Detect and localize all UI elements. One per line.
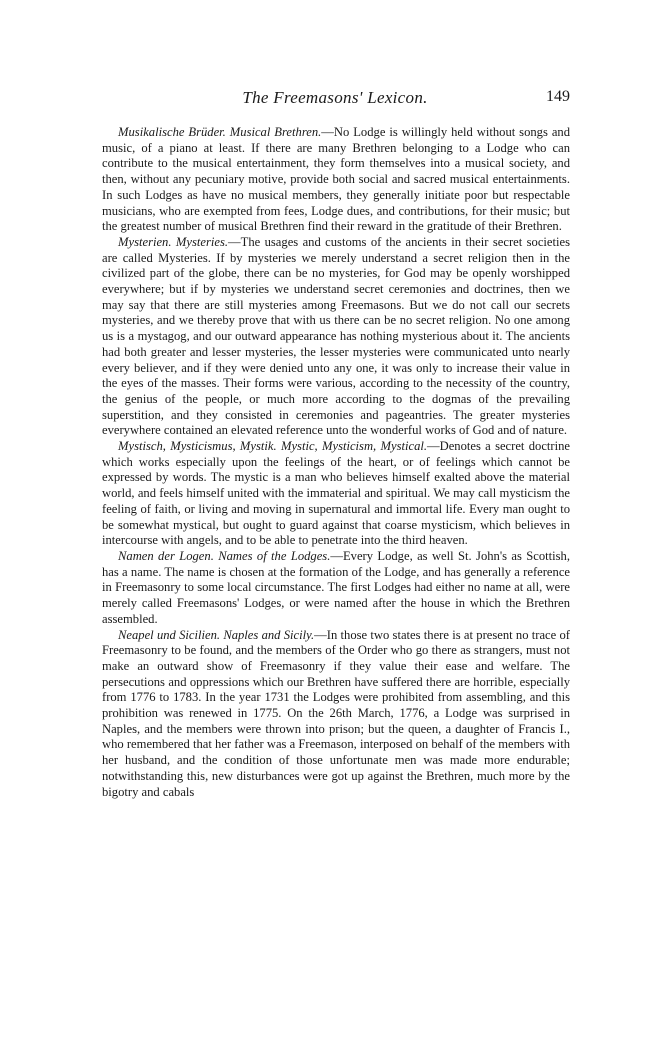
entry-translation: Naples and Sicily. [223, 627, 315, 642]
entry-translation: Mystic, Mysticism, Mystical. [280, 439, 428, 454]
entry-term: Mystisch, Mysticismus, Mystik. [118, 439, 277, 454]
entry-text: —Denotes a secret doctrine which works especially upon the feelings of the heart, or of feelings which cannot be expressed by words. The mystic is a man who believes himself exalted above the material world, and feels himself united with the immaterial and spiritual. We may call mysticism the feeling of faith, or living and moving in supernatural and immortal life. Every man ought to be somewhat mystical, but ought to guard against that coarse mysticism, which believes in intercourse with angels, and to be able to penetrate into the third heaven. [102, 439, 570, 548]
entry-text: —Every Lodge, as well St. John's as Scottish, has a name. The name is chosen at the formation of the Lodge, and has generally a reference in Freemasonry to some local circumstance. The first Lodges had either no name at all, were merely called Freemasons' Lodges, or were named after the house in which the Brethren assembled. [102, 548, 570, 626]
body-text [102, 125, 570, 800]
entry-translation: Mysteries. [175, 234, 229, 249]
entry-text: —The usages and customs of the ancients in their secret societies are called Mysteries. If by mysteries we merely understand a secret religion then in the civilized part of the globe, there can be no mysteries, for God may be openly worshipped everywhere; but if by mysteries we understand secret ceremonies and doctrines, then we may say that there are still mysteries among Freemasons. But we do not call our secrets mysteries, and we thereby prove that with us there can be no secret religion. No one among us is a mystagog, and our outward appearance has nothing mysterious about it. The ancients had both greater and lesser mysteries, the lesser mysteries were communicated unto nearly every believer, and if they were denied unto any one, it was only to increase their value in the eyes of the masses. Their forms were various, according to the necessity of the country, the genius of the people, or much more according to the dogmas of the prevailing superstition, and they consisted in ceremonies and pageantries. The greater mysteries everywhere contained an elevated reference unto the wonderful works of God and of nature. [102, 234, 570, 438]
running-title: The Freemasons' Lexicon. [242, 88, 428, 107]
entry-term: Mysterien. [118, 234, 172, 249]
entry-term: Namen der Logen. [118, 548, 214, 563]
lexicon-entry-mysteries [102, 235, 570, 439]
entry-text: —In those two states there is at present no trace of Freemasonry to be found, and the members of the Order who go there as strangers, must not make an outward show of Freemasonry if they value their ease and welfare. The persecutions and oppressions which our Brethren have suffered there are horrible, especially from 1776 to 1783. In the year 1731 the Lodges were prohibited from assembling, and this prohibition was renewed in 1775. On the 26th March, 1776, a Lodge was surprised in Naples, and the members were thrown into prison; but the queen, a daughter of Francis I., who remembered that her father was a Freemason, interposed on behalf of the members with her husband, and the condition of those unfortunate men was made more endurable; notwithstanding this, new disturbances were got up against the Brethren, much more by the bigotry and cabals [102, 627, 571, 799]
entry-text: —No Lodge is willingly held without songs and music, of a piano at least. If there are many Brethren belonging to a Lodge who can contribute to the musical entertainment, they form themselves into a musical society, and then, without any pecuniary motive, provide both social and sacred musical entertainments. In such Lodges as have no musical members, they generally initiate poor but respectable musicians, who are exempted from fees, Lodge dues, and contributions, for their music; but the greatest number of musical Brethren find their reward in the gratitude of their Brethren. [102, 125, 571, 234]
entry-translation: Names of the Lodges. [218, 548, 331, 563]
lexicon-entry-names-of-lodges [102, 549, 570, 628]
running-head [100, 88, 570, 112]
lexicon-entry-naples-and-sicily [102, 628, 570, 801]
lexicon-entry-mystic [102, 439, 570, 549]
page-number: 149 [546, 88, 570, 105]
entry-translation: Musical Brethren. [229, 125, 322, 139]
entry-term: Neapel und Sicilien. [118, 627, 221, 642]
entry-term: Musikalische Brüder. [118, 125, 226, 139]
lexicon-entry-musical-brethren [102, 125, 570, 235]
